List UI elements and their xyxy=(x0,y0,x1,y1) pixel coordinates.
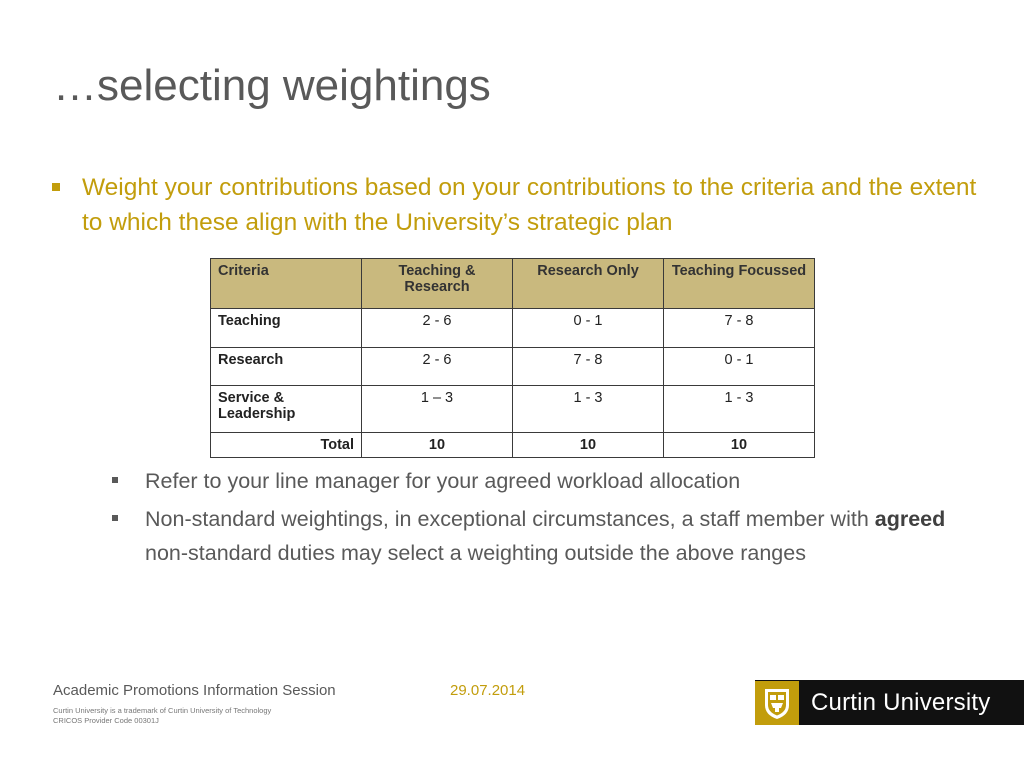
row-criteria-label: Teaching xyxy=(211,309,362,348)
main-bullet-text: Weight your contributions based on your contributions to the criteria and the extent to which these align with the University’s strategic plan xyxy=(82,174,977,236)
sub-bullet-text-start: Non-standard weightings, in exceptional circumstances, a staff member with xyxy=(145,507,875,531)
table-cell: 7 - 8 xyxy=(664,309,815,348)
table-cell: 0 - 1 xyxy=(513,309,664,348)
table-total-row xyxy=(211,433,815,458)
row-criteria-label: Service & Leadership xyxy=(211,386,362,433)
total-label: Total xyxy=(211,433,362,458)
table-cell: 1 - 3 xyxy=(664,386,815,433)
sub-bullet-text-end: non-standard duties may select a weighting outside the above ranges xyxy=(145,541,806,565)
curtin-logo xyxy=(755,680,1024,725)
footer-session-title: Academic Promotions Information Session xyxy=(53,682,336,699)
table-cell: 2 - 6 xyxy=(362,348,513,386)
header-criteria: Criteria xyxy=(211,259,362,309)
bullet-square-icon xyxy=(112,477,118,483)
brand-name: Curtin University xyxy=(811,688,991,716)
row-criteria-label: Research xyxy=(211,348,362,386)
bullet-square-icon xyxy=(52,183,60,191)
sub-bullet-text: Refer to your line manager for your agreed workload allocation xyxy=(145,469,741,493)
table-header-row xyxy=(211,259,815,309)
cricos-code: CRICOS Provider Code 00301J xyxy=(53,716,159,725)
sub-bullet-list xyxy=(112,464,982,574)
table-row xyxy=(211,386,815,433)
table-cell: 1 - 3 xyxy=(513,386,664,433)
agreed-emphasis: agreed xyxy=(874,507,946,531)
footer-date: 29.07.2014 xyxy=(450,682,526,699)
total-cell: 10 xyxy=(664,433,815,458)
sub-bullet xyxy=(112,464,982,498)
table-cell: 7 - 8 xyxy=(513,348,664,386)
sub-bullet xyxy=(112,502,982,570)
table-cell: 2 - 6 xyxy=(362,309,513,348)
total-cell: 10 xyxy=(362,433,513,458)
bullet-square-icon xyxy=(112,515,118,521)
main-bullet xyxy=(52,170,992,240)
table-cell: 0 - 1 xyxy=(664,348,815,386)
total-cell: 10 xyxy=(513,433,664,458)
table-row xyxy=(211,348,815,386)
slide-title: …selecting weightings xyxy=(53,61,491,110)
table-cell: 1 – 3 xyxy=(362,386,513,433)
table-row xyxy=(211,309,815,348)
header-teaching-research: Teaching & Research xyxy=(362,259,513,309)
curtin-crest-icon xyxy=(755,681,799,725)
header-teaching-focussed: Teaching Focussed xyxy=(664,259,815,309)
footer-legal xyxy=(53,706,271,726)
trademark-note: Curtin University is a trademark of Curtin University of Technology xyxy=(53,706,272,715)
weightings-table xyxy=(210,258,815,458)
header-research-only: Research Only xyxy=(513,259,664,309)
